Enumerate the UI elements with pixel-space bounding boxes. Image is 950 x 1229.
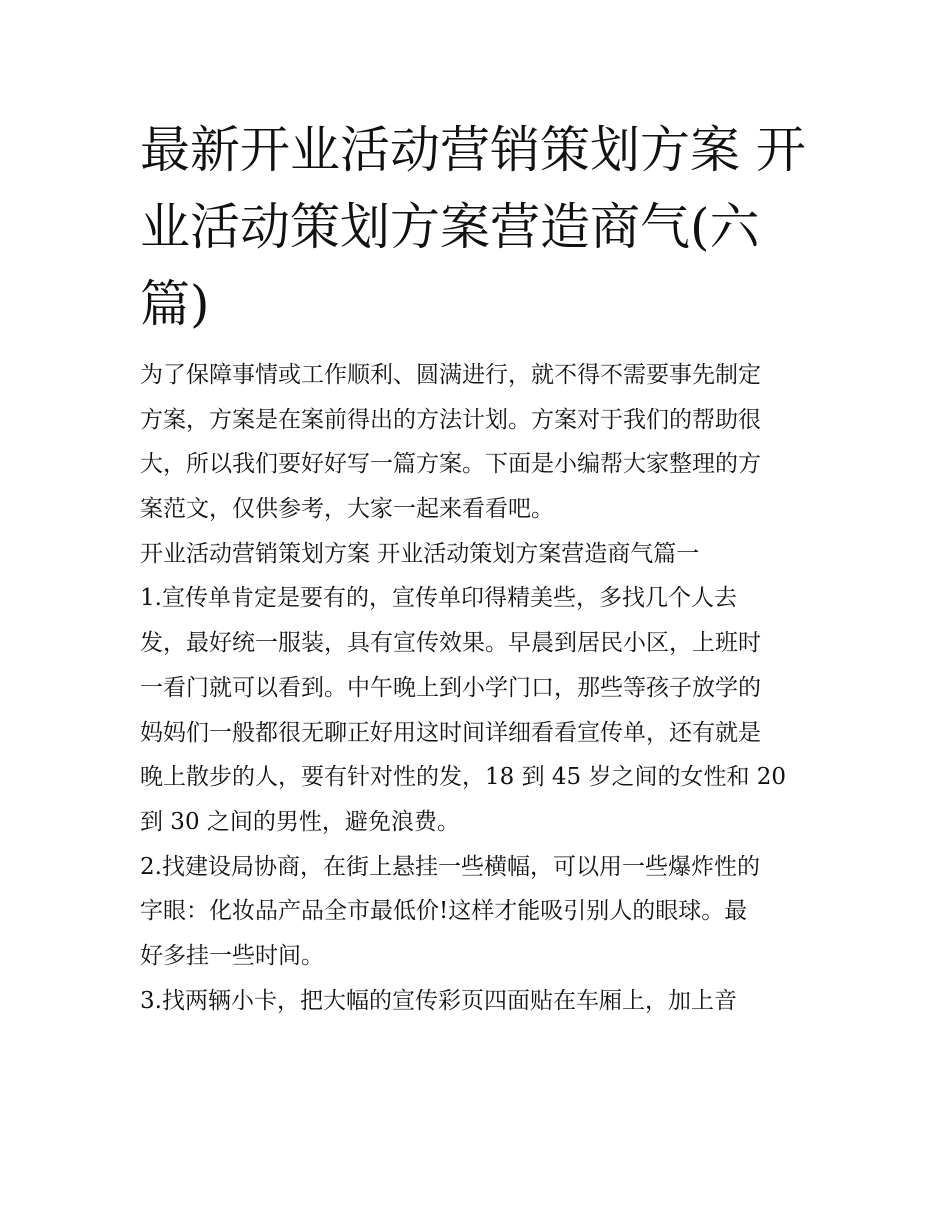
- body-line: 1.宣传单肯定是要有的，宣传单印得精美些，多找几个人去: [140, 585, 737, 612]
- document-content: [140, 112, 820, 1023]
- body-line: 晚上散步的人，要有针对性的发，18 到 45 岁之间的女性和 20: [140, 764, 787, 791]
- document-body: [140, 353, 820, 1023]
- body-line: 方案，方案是在案前得出的方法计划。方案对于我们的帮助很: [140, 406, 761, 433]
- body-line: 3.找两辆小卡，把大幅的宣传彩页四面贴在车厢上，加上音: [140, 987, 737, 1014]
- section-heading: 开业活动营销策划方案 开业活动策划方案营造商气篇一: [140, 540, 700, 567]
- body-line: 大，所以我们要好好写一篇方案。下面是小编帮大家整理的方: [140, 451, 761, 478]
- body-line: 好多挂一些时间。: [140, 942, 324, 969]
- title-line: 业活动策划方案营造商气(六: [140, 198, 760, 256]
- body-line: 为了保障事情或工作顺利、圆满进行，就不得不需要事先制定: [140, 362, 761, 388]
- body-line: 妈妈们一般都很无聊正好用这时间详细看看宣传单，还有就是: [140, 719, 761, 746]
- body-line: 发，最好统一服装，具有宣传效果。早晨到居民小区，上班时: [140, 630, 761, 657]
- body-line: 2.找建设局协商，在街上悬挂一些横幅，可以用一些爆炸性的: [140, 853, 760, 880]
- body-line: 字眼：化妆品产品全市最低价!这样才能吸引别人的眼球。最: [140, 898, 748, 925]
- body-line: 一看门就可以看到。中午晚上到小学门口，那些等孩子放学的: [140, 674, 761, 701]
- body-line: 到 30 之间的男性，避免浪费。: [140, 808, 460, 835]
- title-line: 最新开业活动营销策划方案 开: [140, 121, 806, 179]
- body-line: 案范文，仅供参考，大家一起来看看吧。: [140, 496, 554, 523]
- title-line: 篇): [140, 275, 210, 333]
- document-title: [140, 112, 820, 343]
